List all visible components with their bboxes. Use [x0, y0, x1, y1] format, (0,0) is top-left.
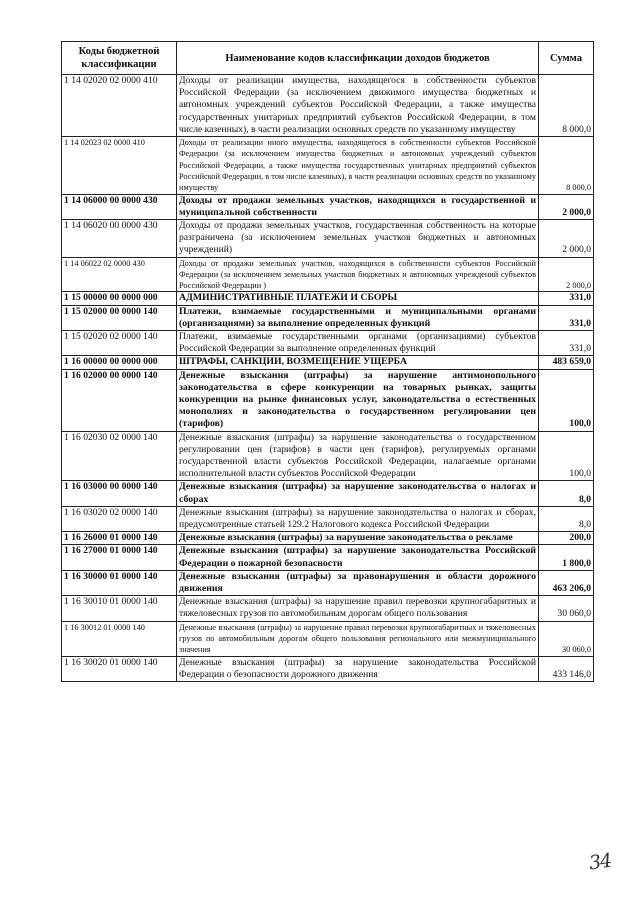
- row-name: Платежи, взимаемые государственными органами (организациями) субъектов Российской Федерации за выполнение определенных функций: [177, 331, 539, 356]
- row-sum: 100,0: [539, 369, 594, 431]
- row-code: 1 16 30012 01 0000 140: [62, 621, 177, 656]
- row-sum: 200,0: [539, 532, 594, 545]
- table-row: [62, 257, 594, 292]
- row-sum: 483 659,0: [539, 356, 594, 369]
- row-name: Денежные взыскания (штрафы) за нарушение законодательства Российской Федерации о пожарной безопасности: [177, 545, 539, 570]
- row-code: 1 16 30010 01 0000 140: [62, 596, 177, 621]
- row-code: 1 16 00000 00 0000 000: [62, 356, 177, 369]
- table-row: [62, 545, 594, 570]
- row-sum: 1 800,0: [539, 545, 594, 570]
- row-name: Денежные взыскания (штрафы) за нарушение законодательства о налогах и сборах: [177, 481, 539, 506]
- row-name: Денежные взыскания (штрафы) за нарушение правил перевозки крупногабаритных и тяжеловесных грузов по автомобильным дорогам общего пользования: [177, 596, 539, 621]
- row-name: Платежи, взимаемые государственными и муниципальными органами (организациями) за выполнение определенных функций: [177, 305, 539, 330]
- row-code: 1 14 06020 00 0000 430: [62, 219, 177, 257]
- row-name: Доходы от продажи земельных участков, находящихся в собственности субъектов Российской Федерации (за исключением земельных участков бюджетных и автономных учреждений субъектов Российской Федерации ): [177, 257, 539, 292]
- table-row: [62, 596, 594, 621]
- row-name: Доходы от продажи земельных участков, государственная собственность на которые разграничена (за исключением земельных участков бюджетных и автономных учреждений): [177, 219, 539, 257]
- row-code: 1 16 02030 02 0000 140: [62, 431, 177, 481]
- header-name: Наименование кодов классификации доходов бюджетов: [177, 42, 539, 75]
- table-row: [62, 331, 594, 356]
- table-row: [62, 305, 594, 330]
- header-code: Коды бюджетной классификации: [62, 42, 177, 75]
- row-sum: 8,0: [539, 506, 594, 531]
- table-header-row: [62, 42, 594, 75]
- row-sum: 2 000,0: [539, 219, 594, 257]
- row-sum: 2 000,0: [539, 257, 594, 292]
- row-sum: 433 146,0: [539, 656, 594, 681]
- table-row: [62, 194, 594, 219]
- table-row: [62, 369, 594, 431]
- table-row: [62, 356, 594, 369]
- row-sum: 2 000,0: [539, 194, 594, 219]
- table-row: [62, 621, 594, 656]
- row-code: 1 16 30000 01 0000 140: [62, 570, 177, 595]
- table-row: [62, 219, 594, 257]
- header-sum: Сумма: [539, 42, 594, 75]
- row-name: Денежные взыскания (штрафы) за нарушение законодательства Российской Федерации о безопасности дорожного движения: [177, 656, 539, 681]
- row-code: 1 14 06022 02 0000 430: [62, 257, 177, 292]
- table-row: [62, 656, 594, 681]
- table-row: [62, 481, 594, 506]
- row-code: 1 16 02000 00 0000 140: [62, 369, 177, 431]
- row-name: Денежные взыскания (штрафы) за нарушение антимонопольного законодательства в сфере конкуренции на товарных рынках, защиты конкуренции на рынке финансовых услуг, законодательства о естественных монополиях и законодательства о государственном регулировании цен (тарифов): [177, 369, 539, 431]
- row-name: Доходы от реализации имущества, находящегося в собственности субъектов Российской Федерации (за исключением движимого имущества бюджетных и автономных учреждений субъектов Российской Федерации, а также имущества государственных унитарных предприятий субъектов Российской Федерации, в том числе казенных), в части реализации основных средств по указанному имуществу: [177, 75, 539, 137]
- row-name: АДМИНИСТРАТИВНЫЕ ПЛАТЕЖИ И СБОРЫ: [177, 292, 539, 305]
- row-code: 1 16 03000 00 0000 140: [62, 481, 177, 506]
- row-name: ШТРАФЫ, САНКЦИИ, ВОЗМЕЩЕНИЕ УЩЕРБА: [177, 356, 539, 369]
- row-code: 1 15 02000 00 0000 140: [62, 305, 177, 330]
- row-sum: 463 206,0: [539, 570, 594, 595]
- row-name: Денежные взыскания (штрафы) за нарушение законодательства о рекламе: [177, 532, 539, 545]
- handwritten-page-number: 34: [587, 849, 613, 875]
- row-sum: 8 000,0: [539, 137, 594, 194]
- row-name: Денежные взыскания (штрафы) за нарушение законодательства о налогах и сборах, предусмотренные статьей 129.2 Налогового кодекса Российской Федерации: [177, 506, 539, 531]
- row-sum: 100,0: [539, 431, 594, 481]
- revenue-classification-table-container: [61, 41, 593, 682]
- row-sum: 331,0: [539, 331, 594, 356]
- row-name: Денежные взыскания (штрафы) за нарушение правил перевозки крупногабаритных и тяжеловесных грузов по автомобильным дорогам общего пользования регионального или межмуниципального значения: [177, 621, 539, 656]
- row-code: 1 16 27000 01 0000 140: [62, 545, 177, 570]
- row-sum: 8,0: [539, 481, 594, 506]
- table-row: [62, 75, 594, 137]
- row-name: Доходы от продажи земельных участков, находящихся в государственной и муниципальной собственности: [177, 194, 539, 219]
- row-sum: 30 060,0: [539, 621, 594, 656]
- row-code: 1 16 03020 02 0000 140: [62, 506, 177, 531]
- row-sum: 30 060,0: [539, 596, 594, 621]
- row-code: 1 14 02023 02 0000 410: [62, 137, 177, 194]
- table-row: [62, 532, 594, 545]
- row-code: 1 16 26000 01 0000 140: [62, 532, 177, 545]
- table-row: [62, 137, 594, 194]
- row-name: Денежные взыскания (штрафы) за нарушение законодательства о государственном регулировании цен (тарифов) в части цен (тарифов), регулируемых органами государственной власти субъектов Российской Федерации, налагаемые органами исполнительной власти субъектов Российской Федерации: [177, 431, 539, 481]
- table-row: [62, 292, 594, 305]
- row-sum: 8 000,0: [539, 75, 594, 137]
- row-sum: 331,0: [539, 305, 594, 330]
- row-name: Денежные взыскания (штрафы) за правонарушения в области дорожного движения: [177, 570, 539, 595]
- revenue-classification-table: [61, 41, 594, 682]
- row-code: 1 15 02020 02 0000 140: [62, 331, 177, 356]
- table-row: [62, 431, 594, 481]
- row-code: 1 15 00000 00 0000 000: [62, 292, 177, 305]
- row-name: Доходы от реализации иного имущества, находящегося в собственности субъектов Российской Федерации (за исключением имущества бюджетных и автономных учреждений субъектов Российской Федерации, а также имущества государственных унитарных предприятий субъектов Российской Федерации, в том числе казенных), в части реализации основных средств по указанному имуществу: [177, 137, 539, 194]
- row-code: 1 14 06000 00 0000 430: [62, 194, 177, 219]
- row-code: 1 16 30020 01 0000 140: [62, 656, 177, 681]
- table-row: [62, 570, 594, 595]
- row-sum: 331,0: [539, 292, 594, 305]
- row-code: 1 14 02020 02 0000 410: [62, 75, 177, 137]
- table-row: [62, 506, 594, 531]
